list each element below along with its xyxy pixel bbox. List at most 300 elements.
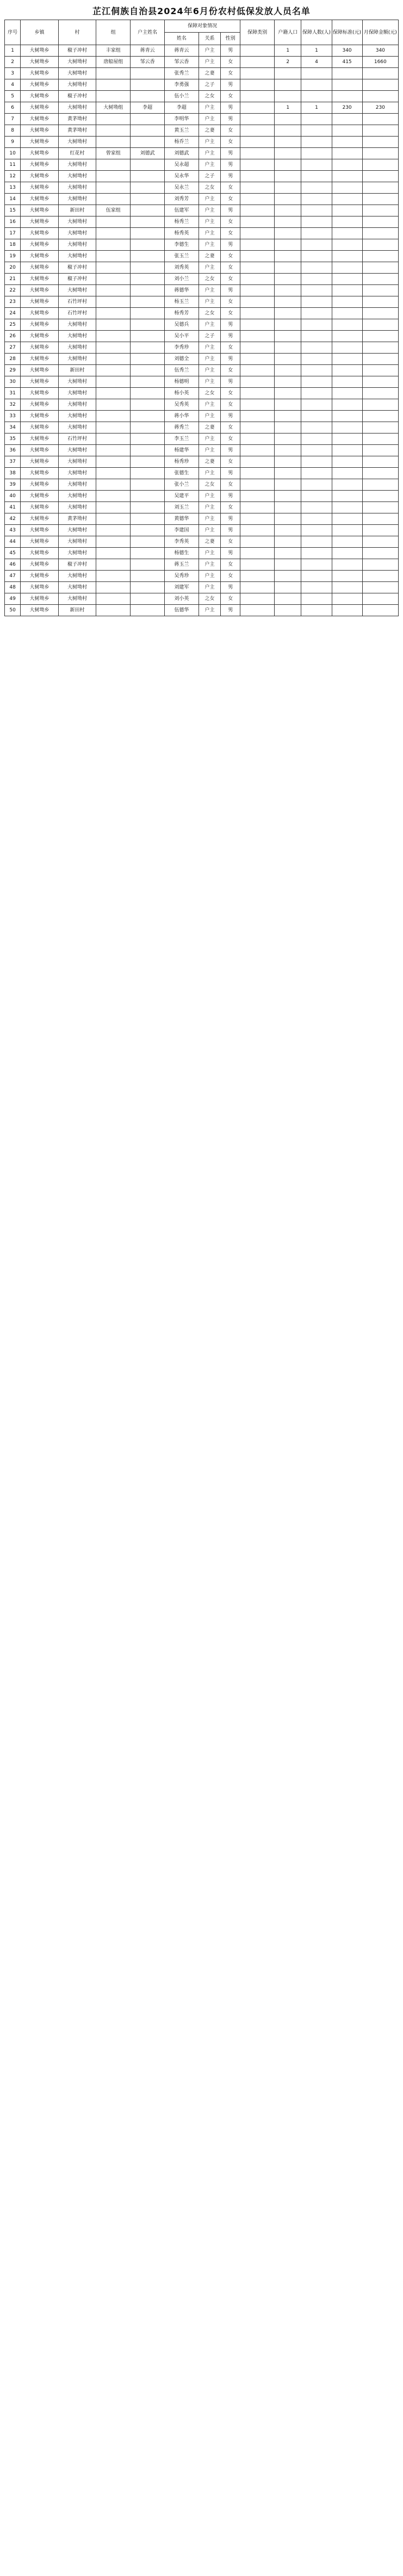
cell-sex: 女 <box>221 422 240 434</box>
cell-standard <box>332 571 362 582</box>
cell-village: 大树坳村 <box>58 525 96 536</box>
cell-group <box>96 251 131 262</box>
cell-group <box>96 468 131 479</box>
header-members-group: 保障对象情况 <box>165 20 240 33</box>
cell-total <box>362 399 398 411</box>
header-standard: 保障标准(元) <box>332 20 362 45</box>
cell-count <box>275 525 301 536</box>
cell-head <box>131 434 165 445</box>
cell-group <box>96 319 131 331</box>
cell-category <box>240 605 275 616</box>
cell-sex: 男 <box>221 468 240 479</box>
cell-village: 大树坳村 <box>58 194 96 205</box>
cell-count <box>275 513 301 525</box>
cell-total <box>362 445 398 456</box>
cell-persons <box>301 365 332 376</box>
cell-head <box>131 239 165 251</box>
cell-persons <box>301 148 332 159</box>
cell-standard <box>332 365 362 376</box>
cell-relation: 户主 <box>199 468 220 479</box>
relief-recipient-table <box>4 20 399 616</box>
cell-seq: 21 <box>5 274 21 285</box>
cell-name: 吴永超 <box>165 159 199 171</box>
cell-category <box>240 342 275 354</box>
cell-relation: 户主 <box>199 262 220 274</box>
cell-name: 蒋小华 <box>165 411 199 422</box>
cell-sex: 男 <box>221 411 240 422</box>
cell-head: 蒋青云 <box>131 45 165 57</box>
cell-total <box>362 571 398 582</box>
cell-group <box>96 137 131 148</box>
cell-seq: 12 <box>5 171 21 182</box>
page-title: 芷江侗族自治县2024年6月份农村低保发放人员名单 <box>92 6 311 16</box>
cell-name: 吴秀珍 <box>165 571 199 582</box>
cell-group <box>96 274 131 285</box>
cell-group <box>96 125 131 137</box>
cell-seq: 16 <box>5 216 21 228</box>
table-row <box>5 331 399 342</box>
cell-township: 大树坳乡 <box>21 445 59 456</box>
cell-group <box>96 411 131 422</box>
cell-village: 大树坳村 <box>58 251 96 262</box>
cell-count <box>275 114 301 125</box>
cell-persons <box>301 605 332 616</box>
cell-group <box>96 399 131 411</box>
cell-sex: 女 <box>221 308 240 319</box>
header-persons: 保障人数(人) <box>301 20 332 45</box>
cell-relation: 之妻 <box>199 422 220 434</box>
cell-total <box>362 605 398 616</box>
cell-count <box>275 365 301 376</box>
header-relation: 关系 <box>199 33 220 45</box>
table-body <box>5 45 399 616</box>
cell-count <box>275 125 301 137</box>
cell-name: 黄德华 <box>165 513 199 525</box>
cell-standard <box>332 308 362 319</box>
cell-persons <box>301 582 332 593</box>
cell-total <box>362 593 398 605</box>
cell-seq: 18 <box>5 239 21 251</box>
cell-township: 大树坳乡 <box>21 354 59 365</box>
cell-standard <box>332 525 362 536</box>
cell-group <box>96 536 131 548</box>
cell-persons <box>301 125 332 137</box>
cell-group <box>96 582 131 593</box>
table-row <box>5 137 399 148</box>
cell-name: 李建国 <box>165 525 199 536</box>
cell-total <box>362 296 398 308</box>
cell-count <box>275 376 301 388</box>
header-category: 保障类别 <box>240 20 275 45</box>
cell-sex: 男 <box>221 513 240 525</box>
cell-standard: 340 <box>332 45 362 57</box>
cell-head <box>131 525 165 536</box>
cell-head <box>131 468 165 479</box>
cell-township: 大树坳乡 <box>21 102 59 114</box>
cell-township: 大树坳乡 <box>21 525 59 536</box>
cell-total: 230 <box>362 102 398 114</box>
cell-standard <box>332 445 362 456</box>
cell-sex: 男 <box>221 148 240 159</box>
table-row <box>5 79 399 91</box>
cell-count <box>275 559 301 571</box>
cell-township: 大树坳乡 <box>21 513 59 525</box>
cell-seq: 28 <box>5 354 21 365</box>
cell-relation: 户主 <box>199 216 220 228</box>
header-group: 组 <box>96 20 131 45</box>
cell-name: 刘小兰 <box>165 274 199 285</box>
cell-name: 杨秀芳 <box>165 308 199 319</box>
cell-township: 大树坳乡 <box>21 125 59 137</box>
cell-relation: 户主 <box>199 491 220 502</box>
cell-village: 大树坳村 <box>58 68 96 79</box>
cell-count <box>275 605 301 616</box>
cell-count <box>275 79 301 91</box>
cell-total <box>362 342 398 354</box>
cell-seq: 9 <box>5 137 21 148</box>
cell-head <box>131 331 165 342</box>
cell-category <box>240 365 275 376</box>
cell-standard <box>332 239 362 251</box>
cell-village: 大树坳村 <box>58 491 96 502</box>
cell-township: 大树坳乡 <box>21 571 59 582</box>
cell-name: 刘建军 <box>165 582 199 593</box>
cell-township: 大树坳乡 <box>21 456 59 468</box>
cell-persons <box>301 228 332 239</box>
cell-category <box>240 399 275 411</box>
cell-relation: 户主 <box>199 159 220 171</box>
cell-persons <box>301 399 332 411</box>
cell-persons <box>301 239 332 251</box>
cell-category <box>240 308 275 319</box>
cell-persons <box>301 491 332 502</box>
cell-head: 刘德武 <box>131 148 165 159</box>
cell-persons <box>301 411 332 422</box>
cell-standard <box>332 468 362 479</box>
cell-total <box>362 502 398 513</box>
cell-category <box>240 182 275 194</box>
cell-sex: 女 <box>221 365 240 376</box>
cell-standard <box>332 319 362 331</box>
cell-count <box>275 548 301 559</box>
cell-count <box>275 228 301 239</box>
cell-township: 大树坳乡 <box>21 388 59 399</box>
cell-count <box>275 216 301 228</box>
cell-village: 大树坳村 <box>58 548 96 559</box>
cell-seq: 6 <box>5 102 21 114</box>
cell-seq: 3 <box>5 68 21 79</box>
cell-standard <box>332 171 362 182</box>
cell-relation: 户主 <box>199 434 220 445</box>
cell-standard <box>332 285 362 296</box>
cell-relation: 之女 <box>199 593 220 605</box>
cell-count <box>275 468 301 479</box>
cell-count <box>275 331 301 342</box>
cell-category <box>240 593 275 605</box>
cell-seq: 44 <box>5 536 21 548</box>
cell-village: 大树坳村 <box>58 582 96 593</box>
cell-village: 大树坳村 <box>58 239 96 251</box>
cell-village: 大树坳村 <box>58 422 96 434</box>
cell-category <box>240 491 275 502</box>
cell-name: 李勇强 <box>165 79 199 91</box>
cell-sex: 女 <box>221 216 240 228</box>
cell-head <box>131 91 165 102</box>
cell-village: 大树坳村 <box>58 319 96 331</box>
cell-persons <box>301 251 332 262</box>
cell-seq: 24 <box>5 308 21 319</box>
cell-seq: 32 <box>5 399 21 411</box>
cell-count <box>275 422 301 434</box>
cell-relation: 户主 <box>199 376 220 388</box>
cell-group <box>96 182 131 194</box>
cell-group <box>96 285 131 296</box>
cell-persons <box>301 502 332 513</box>
cell-head <box>131 228 165 239</box>
cell-category <box>240 251 275 262</box>
cell-group <box>96 593 131 605</box>
cell-sex: 男 <box>221 376 240 388</box>
cell-relation: 之女 <box>199 479 220 491</box>
cell-name: 李德生 <box>165 239 199 251</box>
cell-persons <box>301 525 332 536</box>
cell-category <box>240 171 275 182</box>
cell-group <box>96 91 131 102</box>
cell-category <box>240 194 275 205</box>
cell-head: 邹云香 <box>131 57 165 68</box>
cell-category <box>240 68 275 79</box>
cell-sex: 女 <box>221 434 240 445</box>
cell-persons <box>301 114 332 125</box>
cell-relation: 户主 <box>199 342 220 354</box>
cell-count <box>275 411 301 422</box>
cell-standard <box>332 205 362 216</box>
cell-standard <box>332 491 362 502</box>
cell-persons <box>301 331 332 342</box>
cell-standard <box>332 502 362 513</box>
table-row <box>5 68 399 79</box>
cell-village: 大树坳村 <box>58 159 96 171</box>
cell-sex: 女 <box>221 194 240 205</box>
cell-standard <box>332 228 362 239</box>
cell-sex: 女 <box>221 399 240 411</box>
cell-count <box>275 399 301 411</box>
cell-head <box>131 571 165 582</box>
cell-count <box>275 194 301 205</box>
cell-township: 大树坳乡 <box>21 376 59 388</box>
cell-village: 大树坳村 <box>58 342 96 354</box>
cell-category <box>240 388 275 399</box>
table-row <box>5 171 399 182</box>
cell-persons <box>301 194 332 205</box>
cell-township: 大树坳乡 <box>21 399 59 411</box>
cell-village: 黄茅坳村 <box>58 114 96 125</box>
cell-persons <box>301 68 332 79</box>
cell-category <box>240 582 275 593</box>
cell-head <box>131 68 165 79</box>
cell-standard <box>332 182 362 194</box>
cell-sex: 女 <box>221 536 240 548</box>
cell-sex: 男 <box>221 102 240 114</box>
cell-group <box>96 331 131 342</box>
cell-township: 大树坳乡 <box>21 194 59 205</box>
cell-township: 大树坳乡 <box>21 559 59 571</box>
cell-head <box>131 491 165 502</box>
cell-relation: 之女 <box>199 91 220 102</box>
cell-township: 大树坳乡 <box>21 434 59 445</box>
cell-head <box>131 308 165 319</box>
cell-head <box>131 456 165 468</box>
cell-persons <box>301 456 332 468</box>
cell-head <box>131 548 165 559</box>
cell-name: 吴永华 <box>165 171 199 182</box>
cell-persons <box>301 571 332 582</box>
cell-persons: 1 <box>301 45 332 57</box>
cell-sex: 男 <box>221 354 240 365</box>
cell-township: 大树坳乡 <box>21 548 59 559</box>
cell-category <box>240 274 275 285</box>
cell-category <box>240 479 275 491</box>
table-row <box>5 102 399 114</box>
table-row <box>5 274 399 285</box>
cell-persons <box>301 159 332 171</box>
cell-head <box>131 171 165 182</box>
cell-seq: 42 <box>5 513 21 525</box>
cell-name: 吴建平 <box>165 491 199 502</box>
cell-sex: 男 <box>221 285 240 296</box>
cell-township: 大树坳乡 <box>21 182 59 194</box>
cell-persons <box>301 296 332 308</box>
cell-group <box>96 354 131 365</box>
cell-persons <box>301 274 332 285</box>
cell-seq: 30 <box>5 376 21 388</box>
cell-standard <box>332 194 362 205</box>
cell-township: 大树坳乡 <box>21 274 59 285</box>
cell-village: 椒子冲村 <box>58 91 96 102</box>
table-row <box>5 205 399 216</box>
cell-sex: 女 <box>221 388 240 399</box>
cell-persons <box>301 205 332 216</box>
cell-name: 刘秀芳 <box>165 194 199 205</box>
cell-village: 黄茅坳村 <box>58 125 96 137</box>
cell-relation: 之妻 <box>199 125 220 137</box>
cell-head <box>131 285 165 296</box>
cell-name: 李超 <box>165 102 199 114</box>
cell-seq: 48 <box>5 582 21 593</box>
cell-name: 杨秀英 <box>165 228 199 239</box>
cell-village: 大树坳村 <box>58 331 96 342</box>
cell-relation: 户主 <box>199 194 220 205</box>
cell-persons <box>301 171 332 182</box>
cell-seq: 23 <box>5 296 21 308</box>
cell-standard: 415 <box>332 57 362 68</box>
cell-group: 丰家组 <box>96 45 131 57</box>
table-row <box>5 456 399 468</box>
cell-persons: 1 <box>301 102 332 114</box>
cell-village: 新田村 <box>58 205 96 216</box>
cell-total <box>362 536 398 548</box>
cell-township: 大树坳乡 <box>21 319 59 331</box>
cell-count <box>275 342 301 354</box>
cell-persons <box>301 593 332 605</box>
cell-township: 大树坳乡 <box>21 593 59 605</box>
cell-persons <box>301 445 332 456</box>
header-count: 户籍人口 <box>275 20 301 45</box>
cell-township: 大树坳乡 <box>21 239 59 251</box>
cell-name: 伍建军 <box>165 205 199 216</box>
cell-seq: 36 <box>5 445 21 456</box>
cell-standard <box>332 137 362 148</box>
cell-head <box>131 194 165 205</box>
cell-township: 大树坳乡 <box>21 205 59 216</box>
cell-group <box>96 68 131 79</box>
cell-group <box>96 171 131 182</box>
cell-count <box>275 296 301 308</box>
cell-standard <box>332 376 362 388</box>
cell-sex: 男 <box>221 331 240 342</box>
cell-group: 大树坳组 <box>96 102 131 114</box>
cell-standard <box>332 354 362 365</box>
cell-relation: 户主 <box>199 148 220 159</box>
cell-group <box>96 239 131 251</box>
cell-head <box>131 388 165 399</box>
table-row <box>5 285 399 296</box>
cell-township: 大树坳乡 <box>21 468 59 479</box>
cell-persons: 4 <box>301 57 332 68</box>
cell-relation: 户主 <box>199 502 220 513</box>
cell-persons <box>301 137 332 148</box>
cell-category <box>240 137 275 148</box>
cell-sex: 女 <box>221 137 240 148</box>
cell-count <box>275 285 301 296</box>
cell-name: 伍小兰 <box>165 91 199 102</box>
header-sex: 性别 <box>221 33 240 45</box>
cell-persons <box>301 536 332 548</box>
cell-relation: 户主 <box>199 319 220 331</box>
cell-sex: 男 <box>221 548 240 559</box>
cell-township: 大树坳乡 <box>21 536 59 548</box>
cell-persons <box>301 79 332 91</box>
cell-sex: 女 <box>221 182 240 194</box>
cell-total <box>362 274 398 285</box>
cell-township: 大树坳乡 <box>21 45 59 57</box>
cell-relation: 户主 <box>199 137 220 148</box>
cell-total <box>362 137 398 148</box>
table-row <box>5 354 399 365</box>
cell-name: 张玉兰 <box>165 251 199 262</box>
cell-head <box>131 365 165 376</box>
cell-seq: 37 <box>5 456 21 468</box>
cell-persons <box>301 422 332 434</box>
cell-name: 吴秀英 <box>165 399 199 411</box>
cell-count <box>275 491 301 502</box>
table-row <box>5 319 399 331</box>
cell-standard <box>332 456 362 468</box>
cell-group <box>96 502 131 513</box>
cell-sex: 女 <box>221 251 240 262</box>
cell-head <box>131 559 165 571</box>
cell-name: 杨玉兰 <box>165 296 199 308</box>
table-row <box>5 468 399 479</box>
cell-category <box>240 571 275 582</box>
cell-sex: 女 <box>221 559 240 571</box>
cell-group <box>96 445 131 456</box>
cell-township: 大树坳乡 <box>21 285 59 296</box>
cell-group <box>96 376 131 388</box>
cell-head <box>131 354 165 365</box>
cell-relation: 之女 <box>199 274 220 285</box>
cell-village: 大树坳村 <box>58 57 96 68</box>
